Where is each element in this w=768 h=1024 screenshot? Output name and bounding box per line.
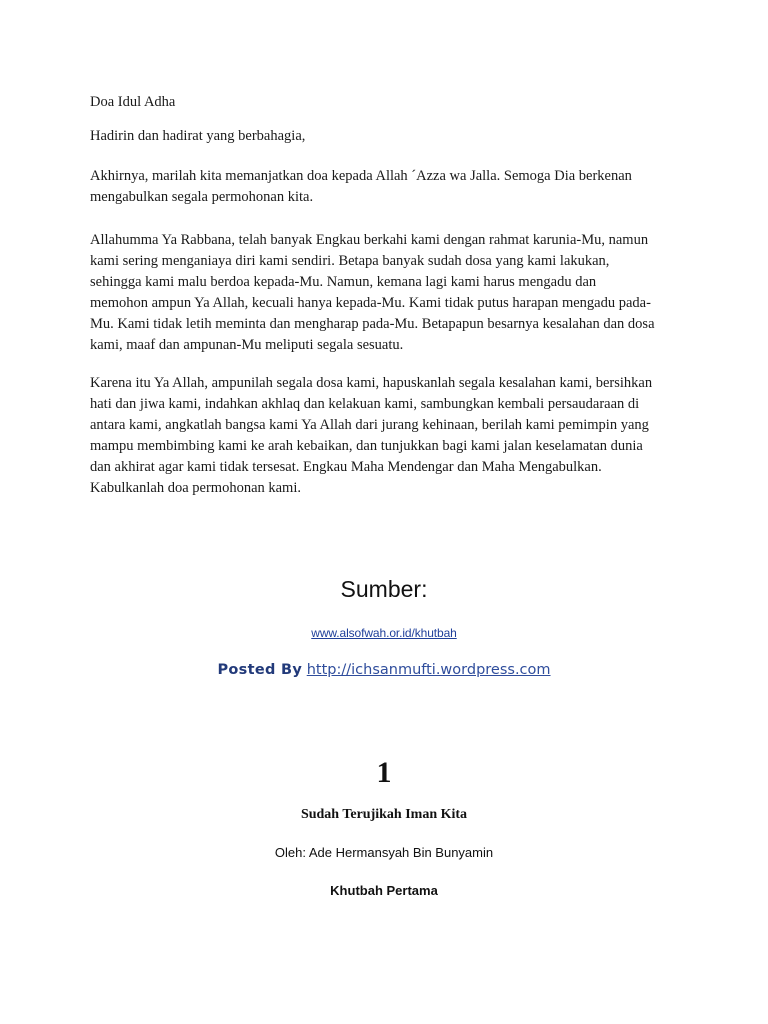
greeting-line: Hadirin dan hadirat yang berbahagia, <box>90 128 306 144</box>
paragraph-line: mengabulkan segala permohonan kita. <box>90 189 314 205</box>
paragraph-line: Kabulkanlah doa permohonan kami. <box>90 480 301 496</box>
paragraph-line: kami, maaf dan ampunan-Mu meliputi segala sesuatu. <box>90 337 404 353</box>
posted-by-link[interactable]: http://ichsanmufti.wordpress.com <box>306 662 551 678</box>
posted-by-line <box>0 662 768 678</box>
document-title: Doa Idul Adha <box>90 94 176 110</box>
chapter-title: Sudah Terujikah Iman Kita <box>300 807 468 822</box>
paragraph-line: memohon ampun Ya Allah, kecuali hanya kepada-Mu. Kami tidak putus harapan mengadu pada- <box>90 295 651 311</box>
paragraph-line: hati dan jiwa kami, indahkan akhlaq dan kelakuan kami, sambungkan kembali persaudaraan di <box>90 396 640 412</box>
chapter-number: 1 <box>376 756 392 789</box>
paragraph-line: kami sering menganiaya diri kami sendiri. Betapa banyak sudah dosa yang kami lakukan, <box>90 253 610 269</box>
paragraph-line: antara kami, angkatlah bangsa kami Ya Allah dari jurang kehinaan, berilah kami pemimpin yang <box>90 417 649 433</box>
paragraph-closing-prayer <box>90 166 686 208</box>
author-line: Oleh: Ade Hermansyah Bin Bunyamin <box>274 845 494 860</box>
source-heading: Sumber: <box>340 576 428 602</box>
paragraph-line: Karena itu Ya Allah, ampunilah segala dosa kami, hapuskanlah segala kesalahan kami, bersihkan <box>90 375 653 391</box>
paragraph-allahumma <box>90 230 686 356</box>
paragraph-line: Mu. Kami tidak letih meminta dan mengharap pada-Mu. Betapapun besarnya kesalahan dan dosa <box>90 316 655 332</box>
section-subtitle: Khutbah Pertama <box>330 883 438 898</box>
source-link[interactable]: www.alsofwah.or.id/khutbah <box>311 626 457 640</box>
paragraph-line: Akhirnya, marilah kita memanjatkan doa kepada Allah ´Azza wa Jalla. Semoga Dia berkenan <box>90 168 632 184</box>
posted-by-label: Posted By <box>217 662 303 678</box>
paragraph-line: dan akhirat agar kami tidak tersesat. Engkau Maha Mendengar dan Maha Mengabulkan. <box>90 459 602 475</box>
paragraph-line: mampu membimbing kami ke arah kebaikan, dan tunjukkan bagi kami jalan keselamatan dunia <box>90 438 643 454</box>
paragraph-line: Allahumma Ya Rabbana, telah banyak Engkau berkahi kami dengan rahmat karunia-Mu, namun <box>90 232 649 248</box>
paragraph-line: sehingga kami malu berdoa kepada-Mu. Namun, kemana lagi kami harus mengadu dan <box>90 274 597 290</box>
paragraph-karena-itu <box>90 373 686 499</box>
